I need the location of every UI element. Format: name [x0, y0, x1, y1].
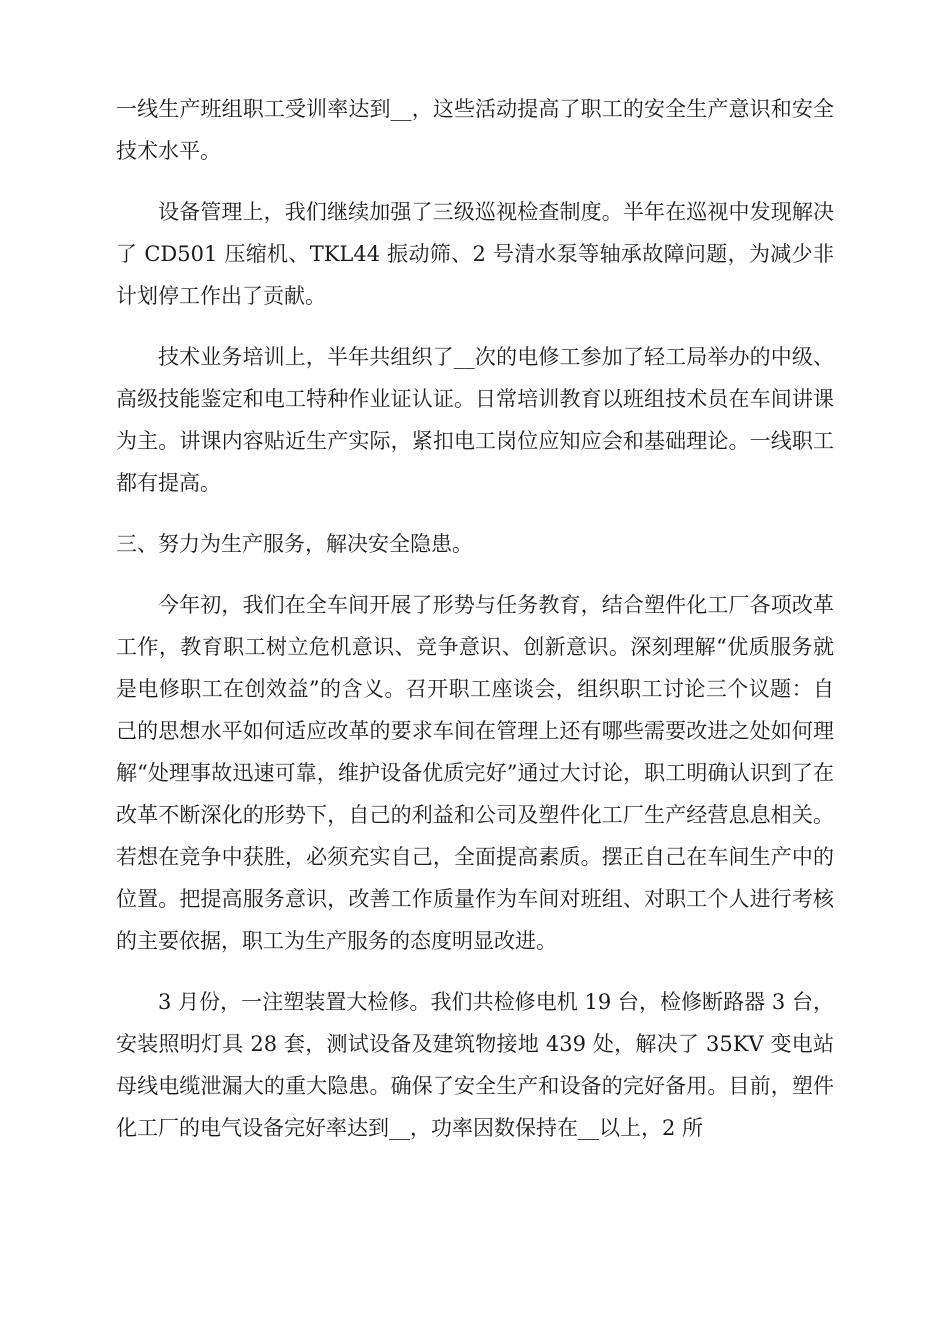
paragraph-technical-training: 技术业务培训上，半年共组织了__次的电修工参加了轻工局举办的中级、高级技能鉴定和电工特种作业证认证。日常培训教育以班组技术员在车间讲课为主。讲课内容贴近生产实际，紧扣电工岗位应知应会和基础理论。一线职工都有提高。 — [116, 345, 834, 495]
paragraph-training-rate: 一线生产班组职工受训率达到__，这些活动提高了职工的安全生产意识和安全技术水平。 — [116, 97, 834, 163]
paragraph-march-overhaul: 3 月份，一注塑装置大检修。我们共检修电机 19 台，检修断路器 3 台，安装照明灯具 28 套，测试设备及建筑物接地 439 处，解决了 35KV 变电站母线电缆泄漏大的重大隐患。确保了安全生产和设备的完好备用。目前，塑件化工厂的电气设备完好率达到__，功率因数保持在__以上，2 所 — [116, 990, 834, 1140]
paragraph-equipment-management: 设备管理上，我们继续加强了三级巡视检查制度。半年在巡视中发现解决了 CD501 压缩机、TKL44 振动筛、2 号清水泵等轴承故障问题，为减少非计划停工作出了贡献。 — [116, 200, 834, 308]
paragraph-situation-education: 今年初，我们在全车间开展了形势与任务教育，结合塑件化工厂各项改革工作，教育职工树立危机意识、竞争意识、创新意识。深刻理解“优质服务就是电修职工在创效益”的含义。召开职工座谈会，组织职工讨论三个议题：自己的思想水平如何适应改革的要求车间在管理上还有哪些需要改进之处如何理解“处理事故迅速可靠，维护设备优质完好”通过大讨论，职工明确认识到了在改革不断深化的形势下，自己的利益和公司及塑件化工厂生产经营息息相关。若想在竞争中获胜，必须充实自己，全面提高素质。摆正自己在车间生产中的位置。把提高服务意识，改善工作质量作为车间对班组、对职工个人进行考核的主要依据，职工为生产服务的态度明显改进。 — [116, 593, 834, 953]
document-body — [116, 88, 834, 1168]
section-heading-production-service: 三、努力为生产服务，解决安全隐患。 — [116, 532, 473, 556]
